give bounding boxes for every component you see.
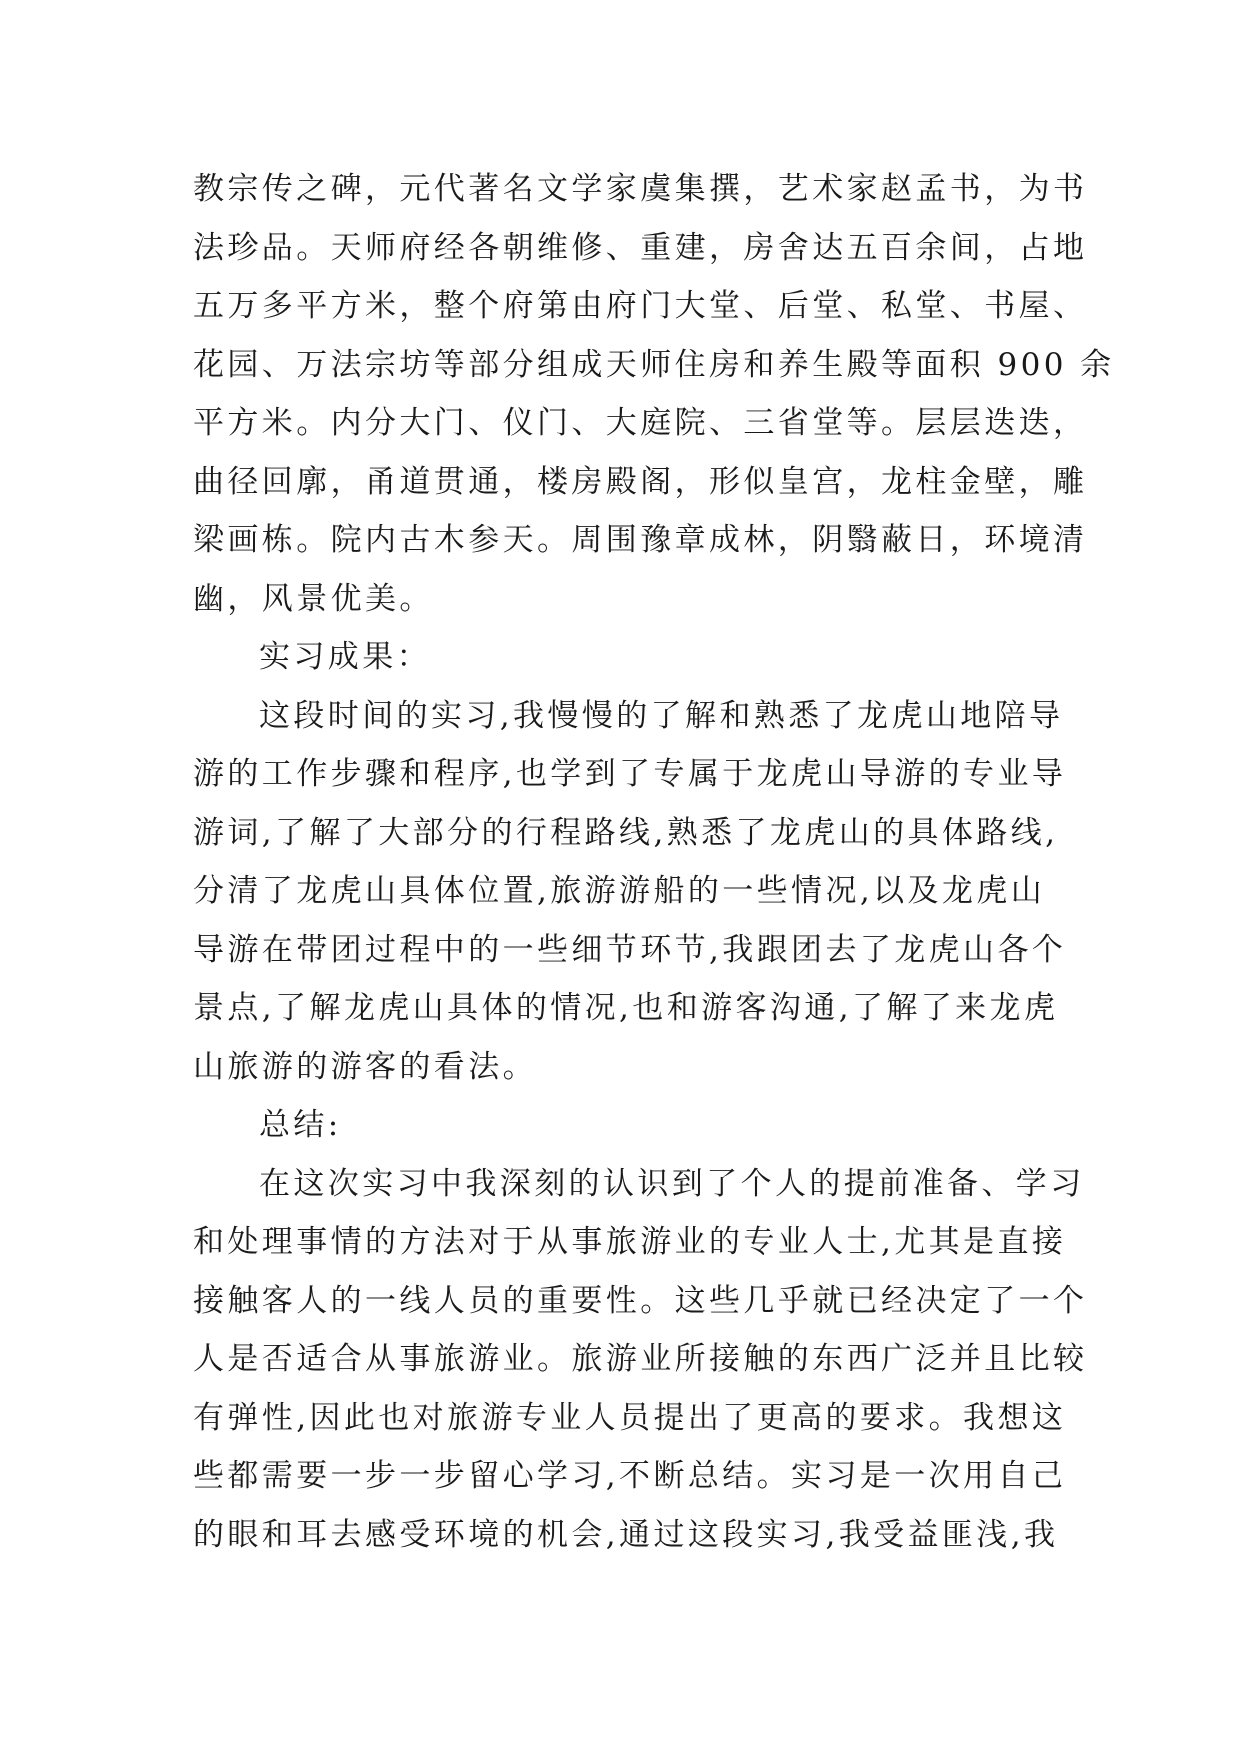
text-line: 曲径回廓，甬道贯通，楼房殿阁，形似皇宫，龙柱金壁，雕	[193, 463, 1088, 500]
text-line: 梁画栋。院内古木参天。周围豫章成林，阴翳蔽日，环境清	[193, 522, 1088, 558]
body-text	[193, 160, 1115, 1564]
text-line: 些都需要一步一步留心学习,不断总结。实习是一次用自己	[193, 1458, 1067, 1494]
text-line: 这段时间的实习,我慢慢的了解和熟悉了龙虎山地陪导	[259, 697, 1064, 734]
text-line: 幽，风景优美。	[193, 580, 434, 617]
text-line: 的眼和耳去感受环境的机会,通过这段实习,我受益匪浅,我	[193, 1516, 1059, 1553]
section-heading-results: 实习成果：	[259, 639, 431, 675]
text-line: 平方米。内分大门、仪门、大庭院、三省堂等。层层迭迭，	[193, 405, 1088, 441]
text-line: 和处理事情的方法对于从事旅游业的专业人士,尤其是直接	[193, 1224, 1067, 1260]
text-line: 山旅游的游客的看法。	[193, 1048, 537, 1085]
text-line: 导游在带团过程中的一些细节环节,我跟团去了龙虎山各个	[193, 931, 1067, 968]
text-line: 游词,了解了大部分的行程路线,熟悉了龙虎山的具体路线,	[193, 814, 1059, 851]
text-line: 分清了龙虎山具体位置,旅游游船的一些情况,以及龙虎山	[193, 873, 1046, 909]
text-line: 五万多平方米，整个府第由府门大堂、后堂、私堂、书屋、	[193, 288, 1088, 324]
text-line: 游的工作步骤和程序,也学到了专属于龙虎山导游的专业导	[193, 756, 1067, 792]
text-line: 在这次实习中我深刻的认识到了个人的提前准备、学习	[259, 1165, 1085, 1202]
text-line: 人是否适合从事旅游业。旅游业所接触的东西广泛并且比较	[193, 1341, 1088, 1377]
text-line: 景点,了解龙虎山具体的情况,也和游客沟通,了解了来龙虎	[193, 990, 1059, 1026]
text-line: 教宗传之碑，元代著名文学家虞集撰，艺术家赵孟书，为书	[193, 171, 1088, 207]
text-line: 接触客人的一线人员的重要性。这些几乎就已经决定了一个	[193, 1282, 1088, 1319]
section-heading-summary: 总结:	[259, 1107, 342, 1143]
text-line: 花园、万法宗坊等部分组成天师住房和养生殿等面积 900 余	[193, 346, 1115, 383]
text-line: 法珍品。天师府经各朝维修、重建，房舍达五百余间，占地	[193, 229, 1088, 266]
text-line: 有弹性,因此也对旅游专业人员提出了更高的要求。我想这	[193, 1399, 1067, 1436]
